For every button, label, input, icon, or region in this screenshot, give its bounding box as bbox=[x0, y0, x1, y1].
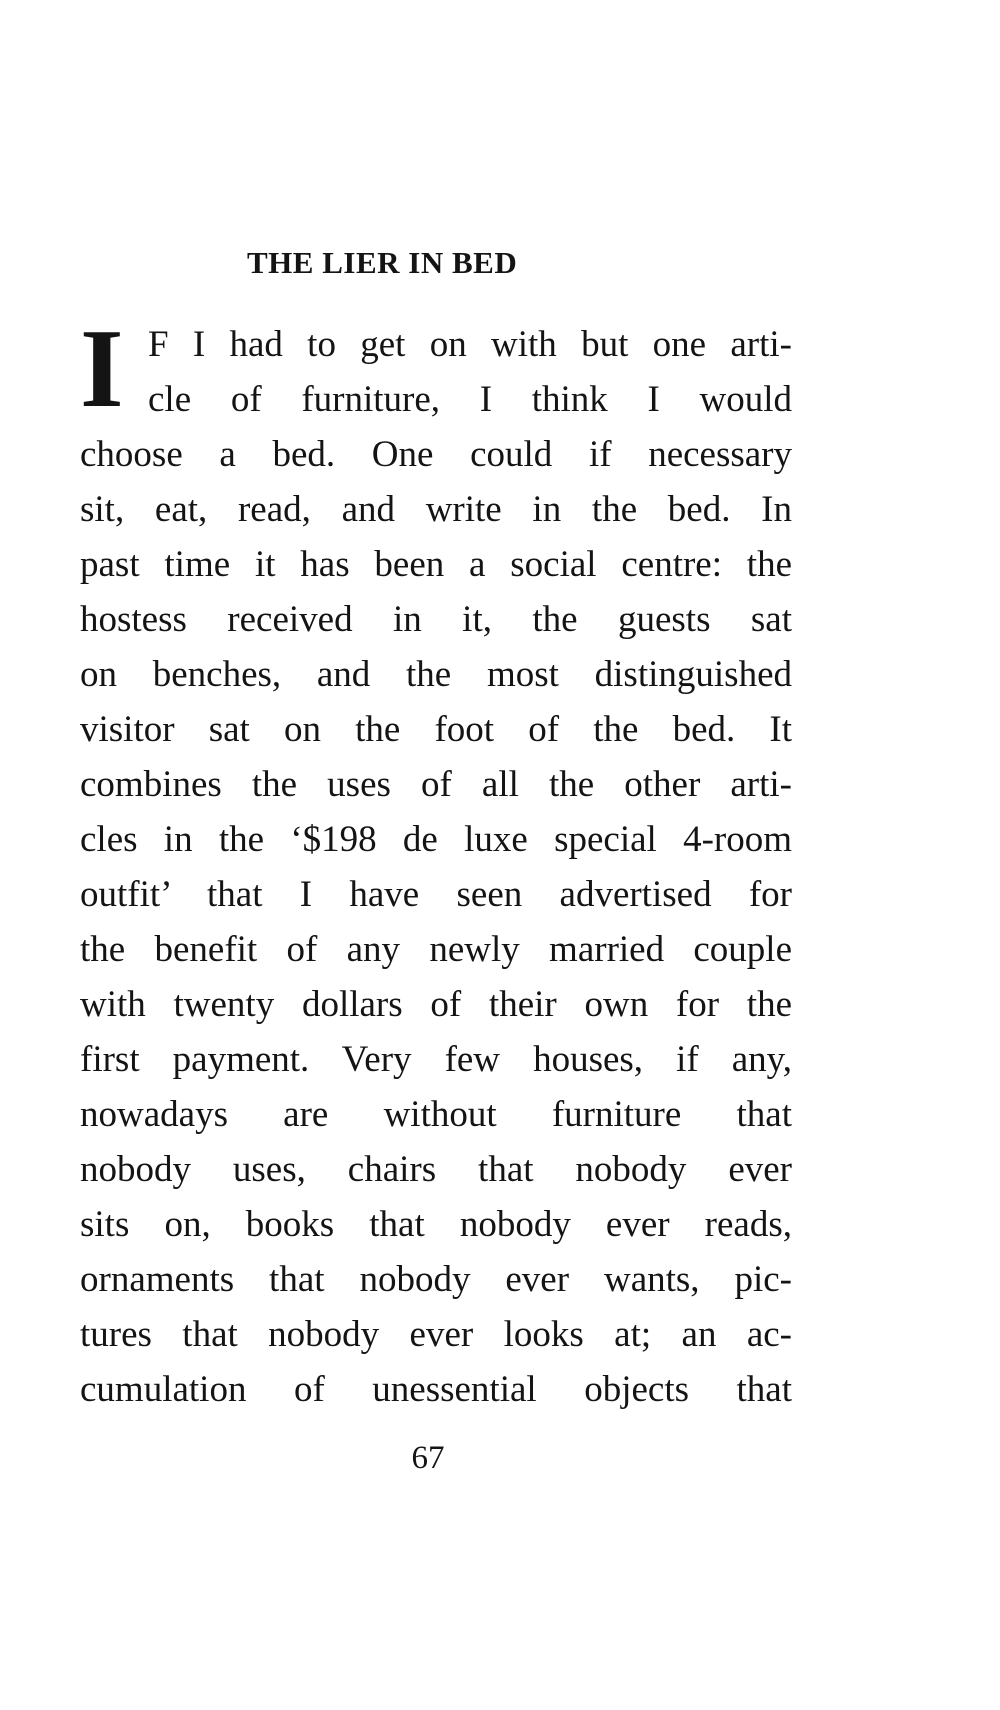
text-line: combines the uses of all the other arti- bbox=[80, 764, 792, 805]
text-line: cle of furniture, I think I would bbox=[148, 379, 792, 420]
text-line: ornaments that nobody ever wants, pic- bbox=[80, 1259, 792, 1300]
text-line: visitor sat on the foot of the bed. It bbox=[80, 709, 792, 750]
text-line: on benches, and the most distinguished bbox=[80, 654, 792, 695]
text-line: F I had to get on with but one arti- bbox=[148, 324, 792, 365]
text-line: the benefit of any newly married couple bbox=[80, 929, 792, 970]
text-line: cles in the ‘$198 de luxe special 4-room bbox=[80, 819, 792, 860]
chapter-title: THE LIER IN BED bbox=[247, 245, 518, 280]
text-line: past time it has been a social centre: the bbox=[80, 544, 792, 585]
page-number: 67 bbox=[411, 1440, 445, 1476]
text-line: nobody uses, chairs that nobody ever bbox=[80, 1149, 792, 1190]
text-line: sit, eat, read, and write in the bed. In bbox=[80, 489, 792, 530]
text-line: first payment. Very few houses, if any, bbox=[80, 1039, 792, 1080]
text-line: outfit’ that I have seen advertised for bbox=[80, 874, 792, 915]
text-line: tures that nobody ever looks at; an ac- bbox=[80, 1314, 792, 1355]
text-line: with twenty dollars of their own for the bbox=[80, 984, 792, 1025]
text-line: hostess received in it, the guests sat bbox=[80, 599, 792, 640]
page-number-container bbox=[0, 1438, 1000, 1478]
text-line: nowadays are without furniture that bbox=[80, 1094, 792, 1135]
body-text bbox=[80, 317, 792, 1417]
text-line: sits on, books that nobody ever reads, bbox=[80, 1204, 792, 1245]
text-line: cumulation of unessential objects that bbox=[80, 1369, 792, 1410]
drop-cap: I bbox=[80, 319, 124, 419]
text-line: choose a bed. One could if necessary bbox=[80, 434, 792, 475]
